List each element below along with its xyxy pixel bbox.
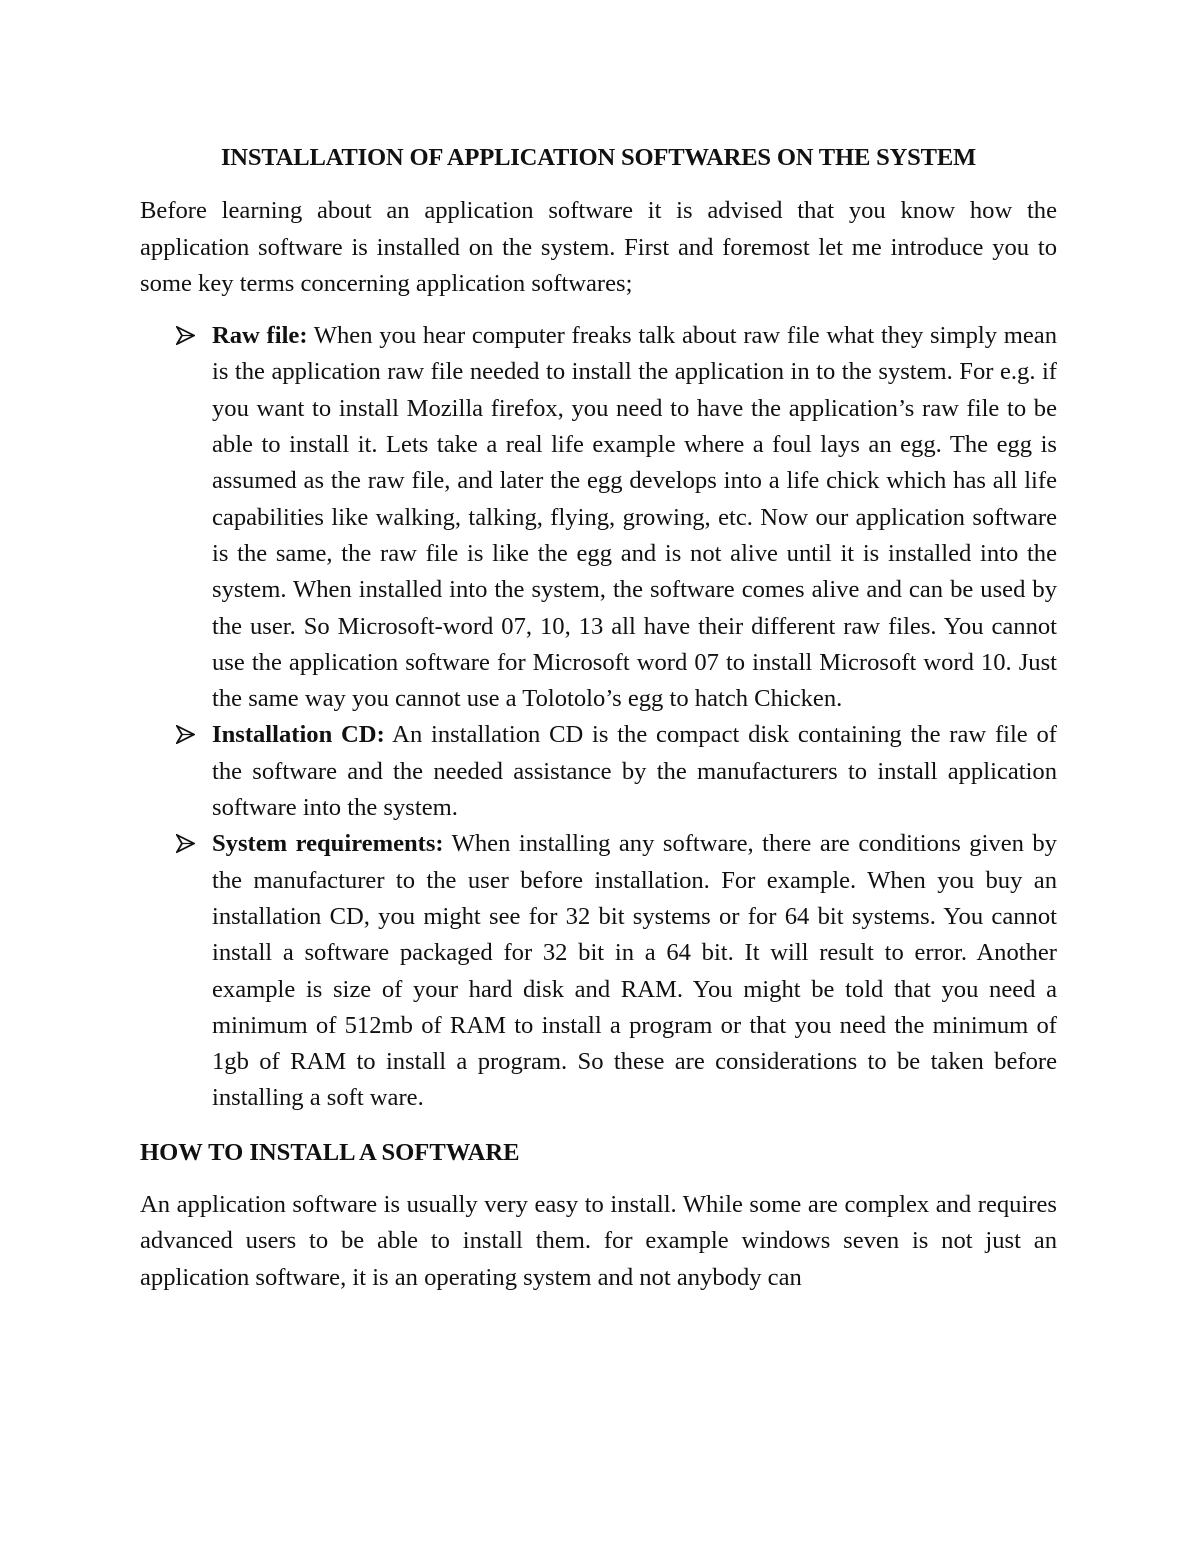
key-terms-list: [140, 318, 1057, 1117]
term-text-system-requirements: When installing any software, there are conditions given by the manufacturer to the user before installation. For example. When you buy an installation CD, you might see for 32 bit systems or for 64 bit systems. You cannot install a software packaged for 32 bit in a 64 bit. It will result to error. Another example is size of your hard disk and RAM. You might be told that you need a minimum of 512mb of RAM to install a program or that you need the minimum of 1gb of RAM to install a program. So these are considerations to be taken before installing a soft ware.: [212, 830, 1057, 1112]
list-item-system-requirements: [140, 826, 1057, 1116]
list-item-installation-cd: [140, 717, 1057, 826]
term-label-raw-file: Raw file:: [212, 322, 308, 350]
section-paragraph: An application software is usually very easy to install. While some are complex and requires advanced users to be able to install them. for example windows seven is not just an application software, it is an operating system and not anybody can: [140, 1191, 1057, 1291]
term-label-system-requirements: System requirements:: [212, 830, 444, 858]
arrowhead-bullet-icon: [176, 717, 200, 753]
term-label-installation-cd: Installation CD:: [212, 721, 385, 749]
term-text-installation-cd: An installation CD is the compact disk containing the raw file of the software and the needed assistance by the manufacturers to install application software into the system.: [212, 721, 1057, 822]
section-heading: HOW TO INSTALL A SOFTWARE: [140, 1138, 520, 1166]
intro-paragraph: Before learning about an application software it is advised that you know how the application software is installed on the system. First and foremost let me introduce you to some key terms concerning application softwares;: [140, 197, 1057, 297]
arrowhead-bullet-icon: [176, 826, 200, 862]
document-title: INSTALLATION OF APPLICATION SOFTWARES ON THE SYSTEM: [220, 144, 977, 171]
arrowhead-bullet-icon: [176, 318, 200, 354]
list-item-raw-file: [140, 318, 1057, 717]
term-text-raw-file: When you hear computer freaks talk about raw file what they simply mean is the application raw file needed to install the application in to the system. For e.g. if you want to install Mozilla firefox, you need to have the application’s raw file to be able to install it. Lets take a real life example where a foul lays an egg. The egg is assumed as the raw file, and later the egg develops into a life chick which has all life capabilities like walking, talking, flying, growing, etc. Now our application software is the same, the raw file is like the egg and is not alive until it is installed into the system. When installed into the system, the software comes alive and can be used by the user. So Microsoft-word 07, 10, 13 all have their different raw files. You cannot use the application software for Microsoft word 07 to install Microsoft word 10. Just the same way you cannot use a Tolotolo’s egg to hatch Chicken.: [212, 322, 1057, 713]
page-content: [140, 140, 1057, 1312]
